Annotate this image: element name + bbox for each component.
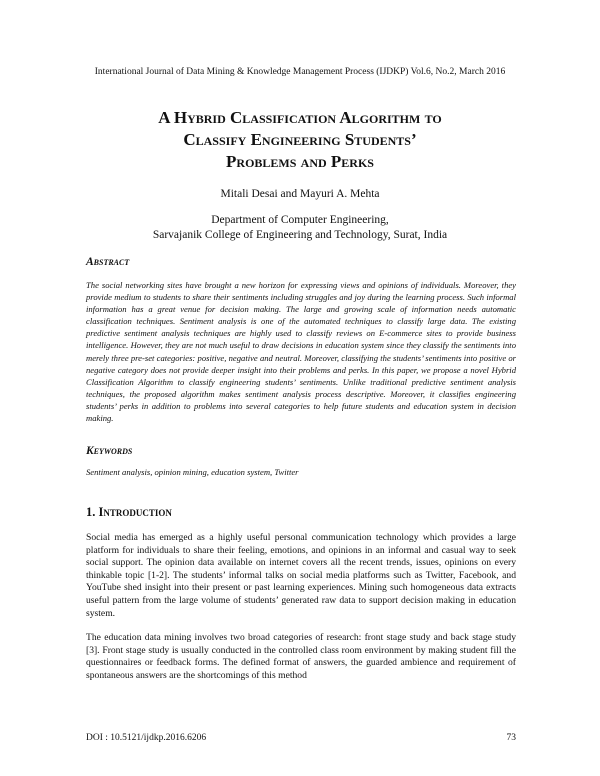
- author-names: Mitali Desai and Mayuri A. Mehta: [220, 188, 380, 200]
- keywords-heading: Keywords: [86, 445, 133, 457]
- introduction-heading: 1. Introduction: [86, 505, 172, 519]
- keywords-text: Sentiment analysis, opinion mining, education system, Twitter: [86, 467, 299, 477]
- title-line: Classify Engineering Students’: [183, 130, 417, 149]
- title-line: Problems and Perks: [226, 152, 374, 171]
- abstract-text: The social networking sites have brought a new horizon for expressing views and opinions of individuals. Moreover, they provide medium to students to share their sentiments including struggles and joy during the learning process. Such informal information has a great venue for decision making. The large and growing scale of information needs automatic classification techniques. Sentiment analysis is one of the automated techniques to classify large data. The existing predictive sentiment analysis techniques are highly used to classify reviews on E-commerce sites to provide business intelligence. However, they are not much useful to draw decisions in education system since they classify the sentiments into merely three pre-set categories: positive, negative and neutral. Moreover, classifying the students’ sentiments into positive or negative category does not provide deeper insight into their problems and perks. In this paper, we propose a novel Hybrid Classification Algorithm to classify engineering students’ sentiments. Unlike traditional predictive sentiment analysis techniques, the proposed algorithm makes sentiment analysis process descriptive. Moreover, it classifies engineering students’ perks in addition to problems into several categories to help future students and education system in decision making.: [86, 280, 516, 424]
- paper-title: [40, 107, 560, 173]
- author-affiliation: [0, 213, 600, 243]
- page-number: 73: [506, 733, 516, 743]
- journal-running-header: International Journal of Data Mining & Knowledge Management Process (IJDKP) Vol.6, No.2, March 2016: [94, 67, 506, 77]
- affiliation-line: Department of Computer Engineering,: [211, 214, 389, 226]
- body-paragraph: The education data mining involves two broad categories of research: front stage study and back stage study [3]. Front stage study is usually conducted in the controlled class room environment by making student fill the questionnaires or feedback forms. The defined format of answers, the guarded ambience and requirement of spontaneous answers are the shortcomings of this method: [86, 632, 516, 681]
- abstract-heading: Abstract: [86, 256, 130, 268]
- title-line: A Hybrid Classification Algorithm to: [158, 108, 442, 127]
- footer-doi: DOI : 10.5121/ijdkp.2016.6206: [86, 733, 207, 743]
- body-paragraph: Social media has emerged as a highly useful personal communication technology which provides a large platform for individuals to share their feeling, emotions, and opinions in an informal and casual way to seek social support. The opinion data available on internet covers all the recent trends, issues, opinions on every thinkable topic [1-2]. The students’ informal talks on social media platforms such as Twitter, Facebook, and YouTube shed insight into their present or past learning experiences. Mining such homogeneous data extracts useful pattern from the large volume of students’ generated raw data to support decision making in education system.: [86, 532, 516, 619]
- affiliation-line: Sarvajanik College of Engineering and Technology, Surat, India: [152, 229, 448, 241]
